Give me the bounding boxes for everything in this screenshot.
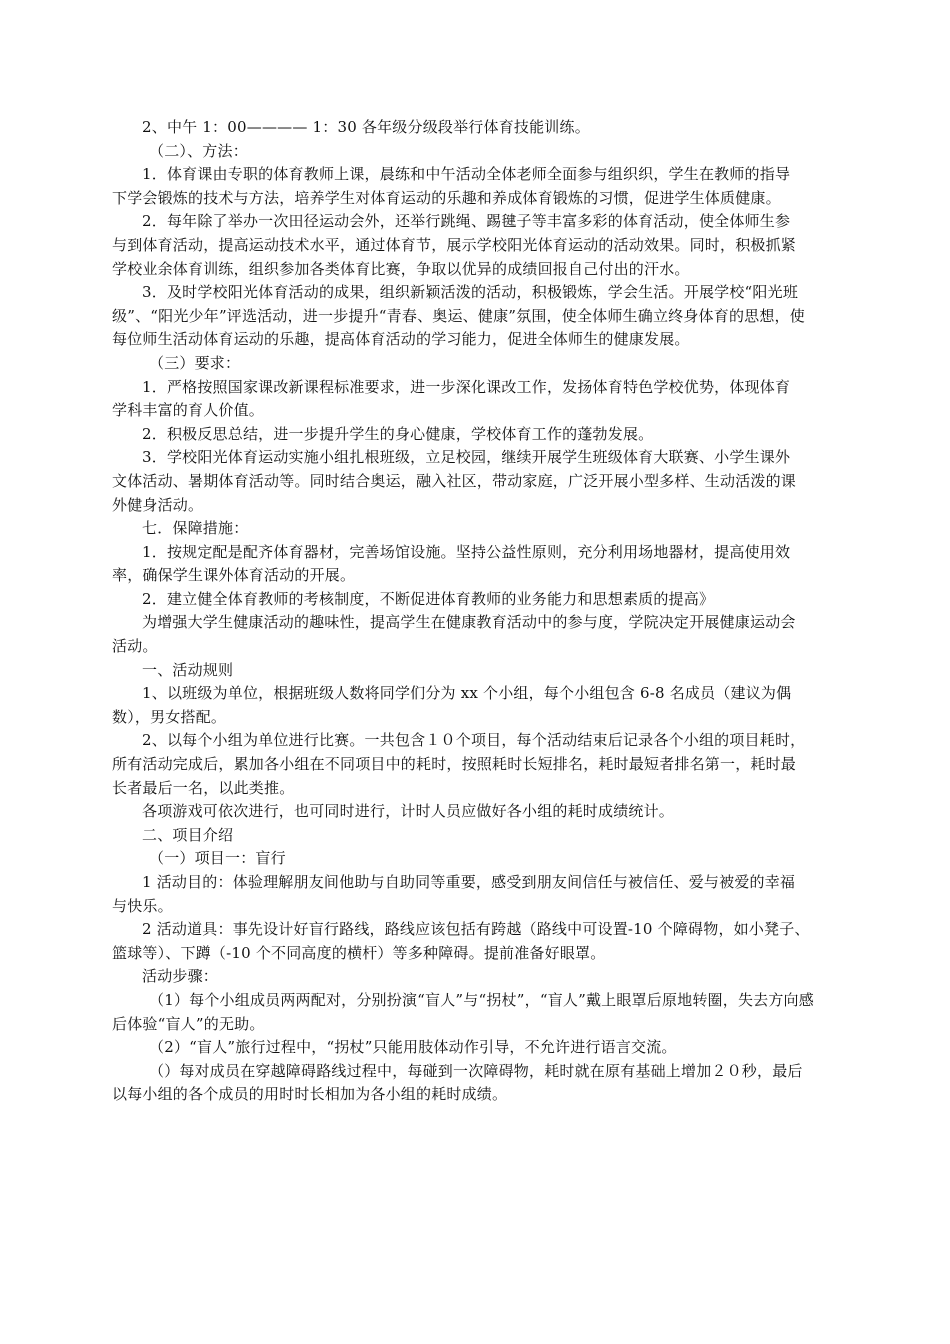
text-line: 以每小组的各个成员的用时时长相加为各小组的耗时成绩。 xyxy=(112,1085,508,1104)
text-line: 1．严格按照国家课改新课程标准要求，进一步深化课改工作，发扬体育特色学校优势，体现体育 xyxy=(142,377,791,396)
text-line: （一）项目一：盲行 xyxy=(149,849,286,868)
text-line: 2．建立健全体育教师的考核制度，不断促进体育教师的业务能力和思想素质的提高》 xyxy=(142,589,715,608)
text-line: 长者最后一名，以此类推。 xyxy=(112,778,295,797)
text-line: 1、以班级为单位，根据班级人数将同学们分为 xx 个小组，每个小组包含 6-8 名成员（建议为偶 xyxy=(142,684,792,703)
text-line: 各项游戏可依次进行，也可同时进行，计时人员应做好各小组的耗时成绩统计。 xyxy=(142,802,675,821)
text-line: （二）、方法： xyxy=(149,141,248,160)
text-line: 文体活动、暑期体育活动等。同时结合奥运，融入社区，带动家庭，广泛开展小型多样、生动活泼的课 xyxy=(112,471,797,490)
text-line: 活动。 xyxy=(112,637,158,656)
text-line: 与到体育活动，提高运动技术水平，通过体育节，展示学校阳光体育运动的活动效果。同时，积极抓紧 xyxy=(112,235,797,254)
text-line: 外健身活动。 xyxy=(112,495,204,514)
text-line: 每位师生活动体育运动的乐趣，提高体育活动的学习能力，促进全体师生的健康发展。 xyxy=(112,330,690,349)
text-line: 七．保障措施： xyxy=(142,519,249,538)
text-line: 为增强大学生健康活动的趣味性，提高学生在健康教育活动中的参与度，学院决定开展健康运动会 xyxy=(142,613,796,632)
document-body xyxy=(112,116,892,1107)
text-line: 1 活动目的：体验理解朋友间他助与自助同等重要，感受到朋友间信任与被信任、爱与被爱的幸福 xyxy=(142,873,796,891)
text-line: 一、活动规则 xyxy=(142,660,234,679)
text-line: 学校业余体育训练，组织参加各类体育比赛，争取以优异的成绩回报自己付出的汗水。 xyxy=(112,259,690,278)
text-line: 率，确保学生课外体育活动的开展。 xyxy=(112,566,356,585)
text-line: 篮球等）、下蹲（-10 个不同高度的横杆）等多种障碍。提前准备好眼罩。 xyxy=(112,943,606,962)
text-line: （三）要求： xyxy=(149,353,241,372)
text-line: 所有活动完成后，累加各小组在不同项目中的耗时，按照耗时长短排名，耗时最短者排名第一，耗时最 xyxy=(112,755,797,774)
text-line: 下学会锻炼的技术与方法，培养学生对体育运动的乐趣和养成体育锻炼的习惯，促进学生体质健康。 xyxy=(112,188,781,207)
text-line: 级”、“阳光少年”评选活动，进一步提升“青春、奥运、健康”氛围，使全体师生确立终身体育的思想，使 xyxy=(112,306,805,325)
text-line: （1）每个小组成员两两配对，分别扮演“盲人”与“拐杖”，“盲人”戴上眼罩后原地转圈，失去方向感 xyxy=(149,990,814,1009)
text-line: 3．及时学校阳光体育活动的成果，组织新颖活泼的活动，积极锻炼，学会生活。开展学校“阳光班 xyxy=(142,283,799,302)
text-line: （）每对成员在穿越障碍路线过程中，每碰到一次障碍物，耗时就在原有基础上增加２０秒，最后 xyxy=(149,1061,803,1080)
text-line: 2．积极反思总结，进一步提升学生的身心健康，学校体育工作的蓬勃发展。 xyxy=(142,424,654,443)
text-line: 2．每年除了举办一次田径运动会外，还举行跳绳、踢毽子等丰富多彩的体育活动，使全体师生参 xyxy=(142,212,791,231)
text-line: 后体验“盲人”的无助。 xyxy=(112,1014,265,1033)
text-line: 活动步骤： xyxy=(142,967,219,986)
text-line: （2）“盲人”旅行过程中，“拐杖”只能用肢体动作引导，不允许进行语言交流。 xyxy=(149,1038,677,1057)
text-line: 数），男女搭配。 xyxy=(112,707,227,726)
text-line: 1．体育课由专职的体育教师上课，晨练和中午活动全体老师全面参与组织织，学生在教师的指导 xyxy=(142,165,791,184)
text-line: 2、中午 1：00———— 1：30 各年级分级段举行体育技能训练。 xyxy=(142,118,590,136)
text-line: 1．按规定配是配齐体育器材，完善场馆设施。坚持公益性原则，充分利用场地器材，提高使用效 xyxy=(142,542,791,561)
text-line: 2、以每个小组为单位进行比赛。一共包含１０个项目，每个活动结束后记录各个小组的项目耗时， xyxy=(142,731,806,750)
text-line: 2 活动道具：事先设计好盲行路线，路线应该包括有跨越（路线中可设置-10 个障碍物，如小凳子、 xyxy=(142,920,810,939)
text-line: 与快乐。 xyxy=(112,896,173,915)
text-line: 学科丰富的育人价值。 xyxy=(112,401,265,420)
text-line: 3．学校阳光体育运动实施小组扎根班级，立足校园，继续开展学生班级体育大联赛、小学生课外 xyxy=(142,448,791,467)
text-line: 二、项目介绍 xyxy=(142,825,234,844)
